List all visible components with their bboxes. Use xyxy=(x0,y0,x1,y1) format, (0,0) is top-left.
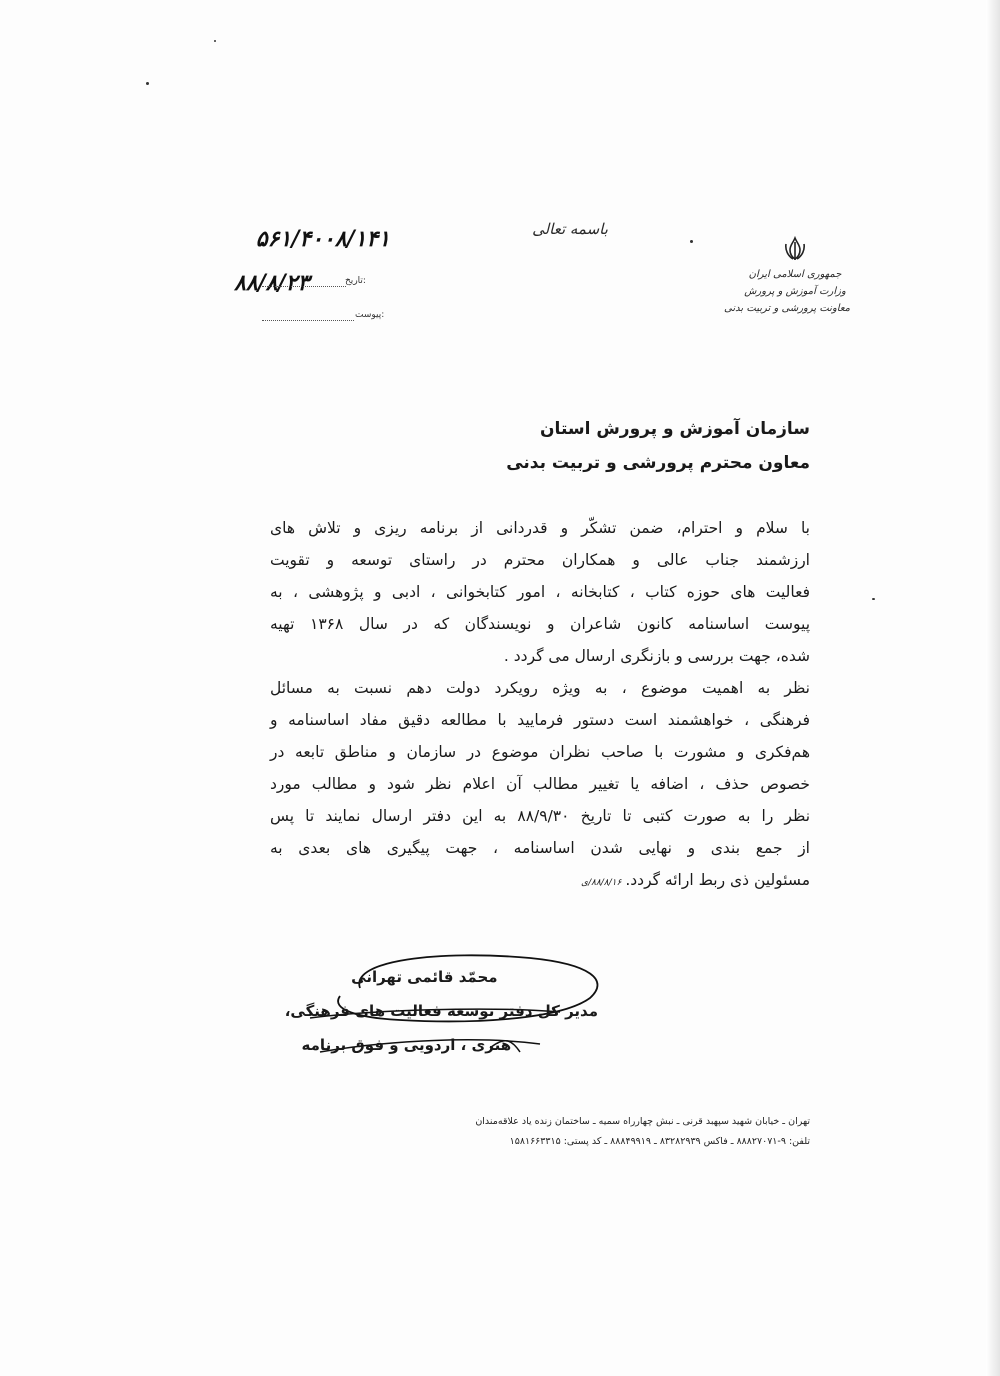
signatory-title-line-2: هنری ، اردویی و فوق برنامه xyxy=(301,1036,512,1054)
body-line: شده، جهت بررسی و بازنگری ارسال می گردد . xyxy=(503,647,810,665)
body-line: نظر به اهمیت موضوع ، به ویژه رویکرد دولت دهم نسبت به مسائل xyxy=(270,679,810,697)
reference-note: ۸۸/۸/۱۶/ی xyxy=(581,878,622,888)
footer-contact: تلفن: ۹-۸۸۸۲۷۰۷۱ ـ فاکس ۸۳۲۸۲۹۳۹ ـ ۸۸۸۴۹۹۱۹ ـ کد پستی: ۱۵۸۱۶۶۳۳۱۵ xyxy=(509,1136,810,1147)
body-line-text: مسئولین ذی ربط ارائه گردد. xyxy=(625,871,810,889)
signatory-name: محمّد قائمی تهرانی xyxy=(351,968,498,986)
scan-speck xyxy=(690,240,693,243)
body-line: پیوست اساسنامه کانون شاعران و نویسندگان که در سال ۱۳۶۸ تهیه xyxy=(270,615,811,633)
body-line: ارزشمند جناب عالی و همکاران محترم در راستای توسعه و تقویت xyxy=(270,551,810,569)
scan-speck xyxy=(214,40,216,42)
letter-number: ۵۶۱/۴۰۰۸/۱۴۱ xyxy=(255,226,390,252)
body-line: هم‌فکری و مشورت با صاحب نظران موضوع در سازمان و مناطق تابعه در xyxy=(270,743,810,761)
signatory-title-line-1: مدیر کل دفتر توسعه فعالیت های فرهنگی، xyxy=(284,1002,598,1020)
date-label: تاریخ: xyxy=(345,276,366,286)
attachment-label: پیوست: xyxy=(355,310,385,320)
body-line: فرهنگی ، خواهشمند است دستور فرمایید با مطالعه دقیق مفاد اساسنامه و xyxy=(270,711,810,729)
addressee-line-1: سازمان آموزش و پرورش استان xyxy=(540,419,810,439)
body-line: از جمع بندی و نهایی شدن اساسنامه ، جهت پیگیری های بعدی به xyxy=(270,839,810,857)
date-dotted-line xyxy=(262,286,346,287)
scan-speck xyxy=(146,82,149,85)
besmellah-heading: باسمه تعالی xyxy=(532,220,608,238)
signature-block xyxy=(285,960,598,1062)
footer-address: تهران ـ خیابان شهید سپهبد قرنی ـ نبش چهارراه سمیه ـ ساختمان زنده یاد علاقه‌مندان xyxy=(475,1116,810,1127)
letter-date-value: ۸۸/۸/۲۳ xyxy=(234,270,310,296)
body-line-final xyxy=(270,864,810,899)
body-line: با سلام و احترام، ضمن تشکّر و قدردانی از برنامه ریزی و تلاش های xyxy=(270,519,810,537)
addressee-line-2: معاون محترم پرورشی و تربیت بدنی xyxy=(506,453,810,473)
scan-edge-shadow xyxy=(986,0,1000,1376)
body-line: خصوص حذف ، اضافه یا تغییر مطالب آن اعلام نظر شود و مطالب مورد xyxy=(270,775,810,793)
iran-emblem-icon xyxy=(782,236,808,262)
letterhead-line: وزارت آموزش و پرورش xyxy=(744,286,846,297)
letterhead-line: جمهوری اسلامی ایران xyxy=(748,269,842,280)
body-line: فعالیت های حوزه کتاب ، کتابخانه ، امور کتابخوانی ، ادبی و پژوهشی ، به xyxy=(270,583,810,601)
addressee-block xyxy=(506,412,810,480)
letter-body xyxy=(270,512,810,899)
body-line: نظر را به صورت کتبی تا تاریخ ۸۸/۹/۳۰ به این دفتر ارسال نمایند تا پس xyxy=(270,807,811,825)
ministry-letterhead xyxy=(724,236,850,317)
letter-footer xyxy=(370,1112,810,1152)
letterhead-line: معاونت پرورشی و تربیت بدنی xyxy=(724,303,850,314)
attachment-dotted-line xyxy=(262,320,354,321)
scan-speck xyxy=(872,598,875,600)
